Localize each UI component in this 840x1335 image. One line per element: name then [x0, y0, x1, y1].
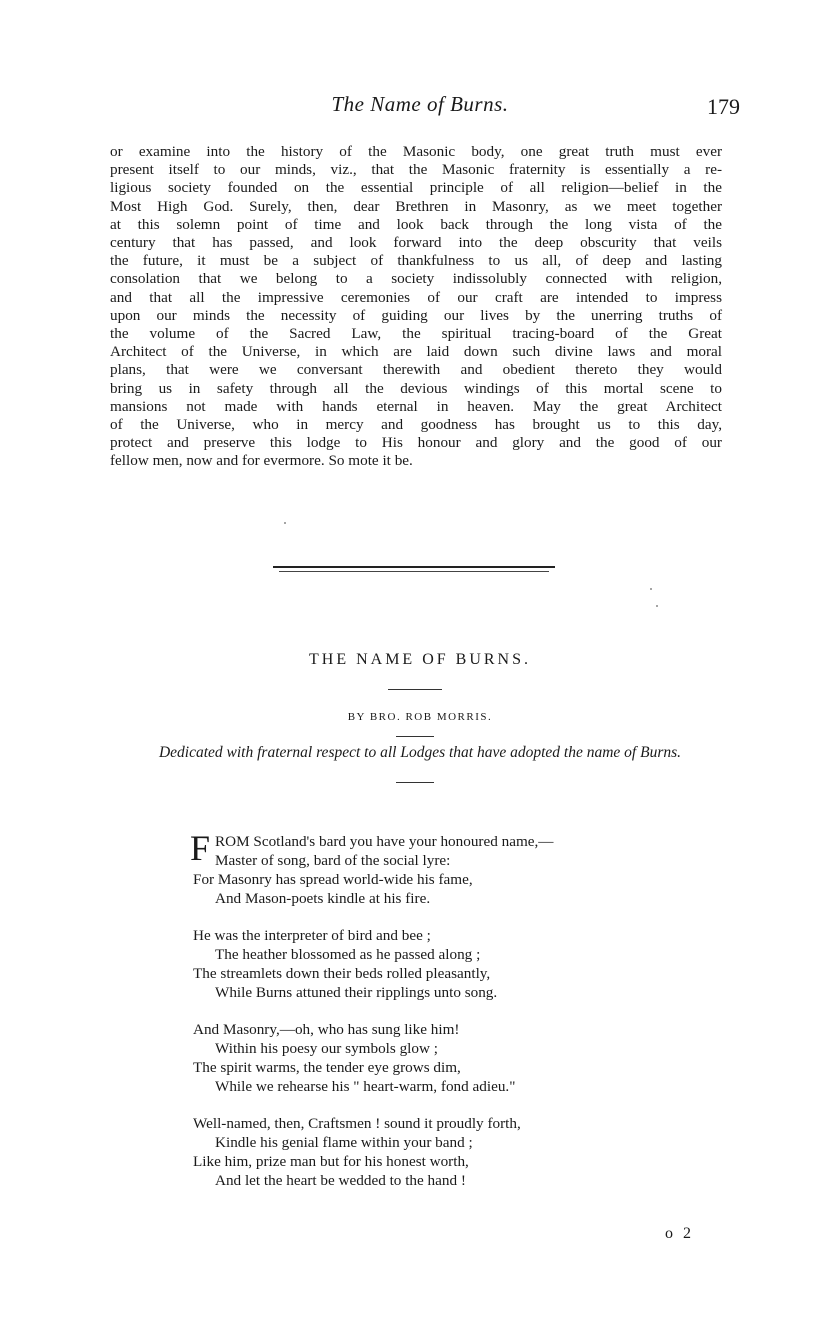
prose-line: and that all the impressive ceremonies of our craft are intended to impress [110, 288, 722, 306]
prose-line: plans, that were we conversant therewith and obedient thereto they would [110, 361, 722, 379]
page-number: 179 [707, 94, 740, 119]
prose-line: century that has passed, and look forward into the deep obscurity that veils [110, 234, 722, 252]
poem-line-text: ROM Scotland's bard you have your honoured name,— [215, 833, 554, 850]
prose-line: the volume of the Sacred Law, the spiritual tracing-board of the Great [110, 325, 722, 343]
poem-stanza [193, 1114, 713, 1190]
print-speck [650, 588, 652, 590]
poem-line: Well-named, then, Craftsmen ! sound it proudly forth, [193, 1115, 521, 1132]
prose-line: protect and preserve this lodge to His honour and glory and the good of our [110, 434, 722, 452]
prose-line: consolation that we belong to a society indissolubly connected with religion, [110, 270, 722, 288]
drop-cap: F [190, 828, 211, 868]
article-heading: THE NAME OF BURNS. [308, 651, 531, 668]
poem-line: Kindle his genial flame within your band ; [215, 1134, 473, 1151]
prose-paragraph [110, 143, 722, 471]
prose-line: bring us in safety through all the devious windings of this mortal scene to [110, 379, 722, 397]
poem-line: The streamlets down their beds rolled pleasantly, [193, 965, 491, 982]
poem-line: While Burns attuned their ripplings unto song. [215, 984, 498, 1001]
poem-line: He was the interpreter of bird and bee ; [193, 927, 431, 944]
signature-mark: o 2 [665, 1225, 694, 1242]
poem-line: Within his poesy our symbols glow ; [215, 1040, 438, 1057]
poem-line: The spirit warms, the tender eye grows dim, [193, 1059, 461, 1076]
running-head [0, 92, 840, 122]
poem-line: Like him, prize man but for his honest worth, [193, 1153, 469, 1170]
heading-rule [388, 689, 442, 690]
prose-line: the future, it must be a subject of thankfulness to us all, of deep and lasting [110, 252, 722, 270]
dedication-rule [396, 782, 434, 783]
poem-stanza [193, 926, 713, 1002]
poem-line: While we rehearse his " heart-warm, fond adieu." [215, 1078, 516, 1095]
prose-line: present itself to our minds, viz., that the Masonic fraternity is essentially a re- [110, 161, 722, 179]
running-title: The Name of Burns. [331, 92, 509, 116]
poem-line: Master of song, bard of the social lyre: [215, 852, 451, 869]
print-speck [284, 522, 286, 524]
byline-rule [396, 736, 434, 737]
prose-line: ligious society founded on the essential principle of all religion—belief in the [110, 179, 722, 197]
poem-line: And Mason-poets kindle at his fire. [215, 890, 431, 907]
poem-line: And let the heart be wedded to the hand ! [215, 1172, 466, 1189]
prose-line: or examine into the history of the Masonic body, one great truth must ever [110, 143, 722, 160]
poem-stanza [193, 1020, 713, 1096]
prose-line: mansions not made with hands eternal in heaven. May the great Architect [110, 397, 722, 415]
prose-line: Architect of the Universe, in which are laid down such divine laws and moral [110, 343, 722, 361]
prose-line: upon our minds the necessity of guiding our lives by the unerring truths of [110, 306, 722, 324]
poem-line: For Masonry has spread world-wide his fame, [193, 871, 473, 888]
print-speck [656, 605, 658, 607]
prose-line: fellow men, now and for evermore. So mote it be. [110, 452, 413, 470]
poem [190, 828, 713, 1208]
prose-line: at this solemn point of time and look back through the long vista of the [110, 215, 722, 233]
article-byline: BY BRO. ROB MORRIS. [347, 711, 493, 723]
section-divider [273, 566, 555, 574]
poem-line: The heather blossomed as he passed along ; [215, 946, 481, 963]
prose-line: of the Universe, who in mercy and goodness has brought us to this day, [110, 416, 722, 434]
article-dedication: Dedicated with fraternal respect to all Lodges that have adopted the name of Burns. [158, 744, 682, 761]
poem-line: And Masonry,—oh, who has sung like him! [193, 1021, 460, 1038]
poem-stanza [190, 828, 713, 908]
prose-line: Most High God. Surely, then, dear Brethren in Masonry, as we meet together [110, 197, 722, 215]
